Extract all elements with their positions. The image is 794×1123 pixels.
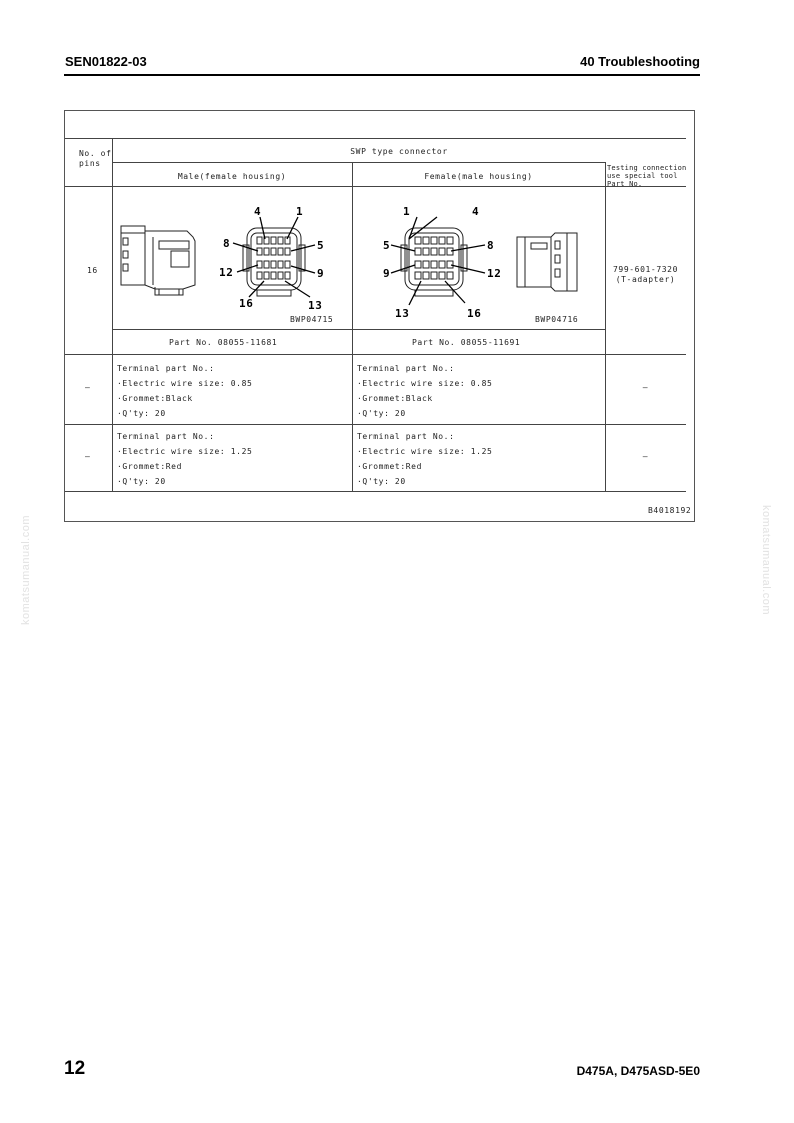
page-number: 12	[64, 1058, 86, 1079]
row2-female-terminal: Terminal part No.: ·Electric wire size: 0.85 ·Grommet:Black ·Q'ty: 20	[357, 364, 493, 418]
document-code: SEN01822-03	[65, 54, 147, 69]
tool-part-number: 799-601-7320 (T-adapter)	[613, 265, 678, 284]
rule-subheader	[112, 162, 605, 163]
male-header: Male(female housing)	[177, 172, 287, 181]
section-title: 40 Troubleshooting	[580, 54, 700, 69]
female-pin-label: 9	[383, 267, 391, 280]
rule-col-pins	[112, 138, 113, 491]
row3-pins: —	[85, 452, 91, 461]
rule-col-male	[352, 162, 353, 491]
male-connector-drawing	[115, 193, 351, 327]
male-pin-label: 4	[254, 205, 262, 218]
female-pin-label: 1	[403, 205, 411, 218]
male-pin-label: 8	[223, 237, 231, 250]
row2-male-terminal: Terminal part No.: ·Electric wire size: 0.85 ·Grommet:Black ·Q'ty: 20	[117, 364, 253, 418]
male-pin-label: 16	[239, 297, 254, 310]
male-side-view	[121, 226, 195, 295]
row3-tool: —	[642, 452, 649, 461]
male-pin-label: 12	[219, 266, 234, 279]
connector-table	[64, 110, 695, 522]
row3-female-terminal: Terminal part No.: ·Electric wire size: 1.25 ·Grommet:Red ·Q'ty: 20	[357, 432, 493, 486]
male-part-number: Part No. 08055-11681	[169, 338, 278, 347]
female-side-view	[517, 233, 577, 291]
female-pin-label: 8	[487, 239, 495, 252]
swp-connector-header: SWP type connector	[350, 147, 448, 156]
female-pin-label: 13	[395, 307, 410, 320]
figure-code: B4018192	[648, 506, 692, 515]
female-pin-label: 5	[383, 239, 391, 252]
male-figure-code: BWP04715	[290, 315, 334, 324]
female-connector-drawing	[355, 193, 603, 327]
header-rule	[64, 74, 700, 76]
rule-header-bottom	[65, 186, 686, 187]
tool-header: Testing connection use special tool Part No.	[607, 164, 687, 188]
row2-pins: —	[85, 383, 91, 392]
female-part-number: Part No. 08055-11691	[412, 338, 521, 347]
male-pin-label: 5	[317, 239, 325, 252]
male-front-view	[243, 228, 305, 296]
rule-row3-bottom	[65, 491, 686, 492]
row2-tool: —	[642, 383, 649, 392]
male-pin-label: 9	[317, 267, 325, 280]
rule-row2-bottom	[65, 424, 686, 425]
female-pin-label: 12	[487, 267, 502, 280]
watermark-left: komatsumanual.com	[20, 515, 32, 625]
rule-row1-bottom	[65, 354, 686, 355]
row1-pins: 16	[87, 266, 98, 275]
model-name: D475A, D475ASD-5E0	[576, 1064, 700, 1078]
female-header: Female(male housing)	[424, 172, 533, 181]
rule-col-female	[605, 162, 606, 491]
rule-partno	[112, 329, 605, 330]
female-pin-label: 4	[472, 205, 480, 218]
rule-top	[65, 138, 686, 139]
female-pin-label: 16	[467, 307, 482, 320]
male-pin-label: 1	[296, 205, 304, 218]
pins-header: No. of pins	[79, 149, 112, 168]
male-pin-label: 13	[308, 299, 323, 312]
row3-male-terminal: Terminal part No.: ·Electric wire size: 1.25 ·Grommet:Red ·Q'ty: 20	[117, 432, 253, 486]
female-figure-code: BWP04716	[535, 315, 579, 324]
watermark-right: komatsumanual.com	[760, 505, 772, 615]
